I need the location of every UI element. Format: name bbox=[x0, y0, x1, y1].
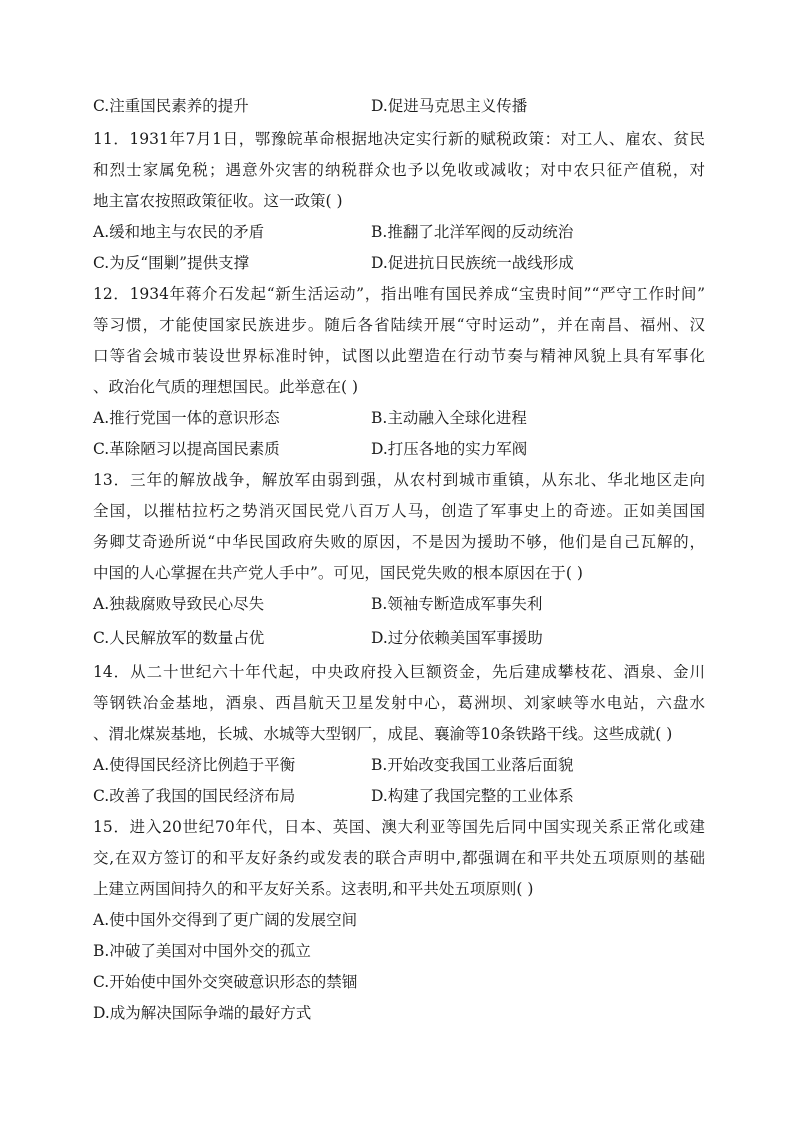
question-15-option-c: C.开始使中国外交突破意识形态的禁锢 bbox=[93, 973, 358, 991]
question-12-stem-line: 、政治化气质的理想国民。此举意在( ) bbox=[93, 378, 359, 396]
question-11-stem-line: 和烈士家属免税；遇意外灾害的纳税群众也予以免收或减收；对中农只征产值税，对 bbox=[93, 161, 705, 179]
question-15-stem-line: 交,在双方签订的和平友好条约或发表的联合声明中,都强调在和平共处五项原则的基础 bbox=[93, 849, 705, 867]
question-13-stem-line: 务卿艾奇逊所说“中华民国政府失败的原因，不是因为援助不够，他们是自己瓦解的， bbox=[93, 533, 705, 551]
question-13-stem-line: 全国，以摧枯拉朽之势消灭国民党八百万人马，创造了军事史上的奇迹。正如美国国 bbox=[93, 502, 705, 520]
question-11-option-b: B.推翻了北洋军阀的反动统治 bbox=[371, 223, 574, 241]
question-12-stem-line: 12．1934年蒋介石发起“新生活运动”，指出唯有国民养成“宝贵时间”“严守工作时间” bbox=[93, 285, 705, 303]
question-12-option-b: B.主动融入全球化进程 bbox=[371, 409, 527, 427]
option-c: C.注重国民素养的提升 bbox=[93, 97, 249, 115]
question-12-option-c: C.革除陋习以提高国民素质 bbox=[93, 440, 280, 458]
question-15-stem-line: 15．进入20世纪70年代，日本、英国、澳大利亚等国先后同中国实现关系正常化或建 bbox=[93, 818, 705, 836]
question-11-option-c: C.为反“围剿”提供支撑 bbox=[93, 254, 250, 272]
question-11-stem-line: 11．1931年7月1日，鄂豫皖革命根据地决定实行新的赋税政策：对工人、雇农、贫民 bbox=[93, 130, 705, 148]
question-15-stem-line: 上建立两国间持久的和平友好关系。这表明,和平共处五项原则( ) bbox=[93, 880, 534, 898]
question-13-stem-line: 13．三年的解放战争，解放军由弱到强，从农村到城市重镇，从东北、华北地区走向 bbox=[93, 471, 705, 489]
question-14-option-b: B.开始改变我国工业落后面貌 bbox=[371, 756, 574, 774]
question-13-option-b: B.领袖专断造成军事失利 bbox=[371, 595, 543, 613]
question-13-stem-line: 中国的人心掌握在共产党人手中”。可见，国民党失败的根本原因在于( ) bbox=[93, 564, 583, 582]
question-15-option-d: D.成为解决国际争端的最好方式 bbox=[93, 1004, 312, 1022]
question-15-option-a: A.使中国外交得到了更广阔的发展空间 bbox=[93, 911, 358, 929]
question-12-option-a: A.推行党国一体的意识形态 bbox=[93, 409, 280, 427]
question-12-stem-line: 口等省会城市装设世界标准时钟，试图以此塑造在行动节奏与精神风貌上具有军事化 bbox=[93, 347, 705, 365]
question-14-option-d: D.构建了我国完整的工业体系 bbox=[371, 787, 574, 805]
question-13-option-c: C.人民解放军的数量占优 bbox=[93, 629, 265, 647]
question-14-stem-line: 14．从二十世纪六十年代起，中央政府投入巨额资金，先后建成攀枝花、酒泉、金川 bbox=[93, 663, 705, 681]
question-13-option-a: A.独裁腐败导致民心尽失 bbox=[93, 595, 265, 613]
question-15-option-b: B.冲破了美国对中国外交的孤立 bbox=[93, 942, 311, 960]
question-12-stem-line: 等习惯，才能使国家民族进步。随后各省陆续开展“守时运动”，并在南昌、福州、汉 bbox=[93, 316, 705, 334]
question-12-option-d: D.打压各地的实力军阀 bbox=[371, 440, 528, 458]
question-14-stem-line: 、渭北煤炭基地，长城、水城等大型钢厂，成昆、襄渝等10条铁路干线。这些成就( ) bbox=[93, 725, 673, 743]
question-13-option-d: D.过分依赖美国军事援助 bbox=[371, 629, 543, 647]
question-11-option-d: D.促进抗日民族统一战线形成 bbox=[371, 254, 574, 272]
question-11-stem-line: 地主富农按照政策征收。这一政策( ) bbox=[93, 192, 343, 210]
option-d: D.促进马克思主义传播 bbox=[371, 97, 528, 115]
question-14-stem-line: 等钢铁冶金基地，酒泉、西昌航天卫星发射中心，葛洲坝、刘家峡等水电站，六盘水 bbox=[93, 694, 705, 712]
question-14-option-a: A.使得国民经济比例趋于平衡 bbox=[93, 756, 296, 774]
question-11-option-a: A.缓和地主与农民的矛盾 bbox=[93, 223, 265, 241]
question-14-option-c: C.改善了我国的国民经济布局 bbox=[93, 787, 296, 805]
